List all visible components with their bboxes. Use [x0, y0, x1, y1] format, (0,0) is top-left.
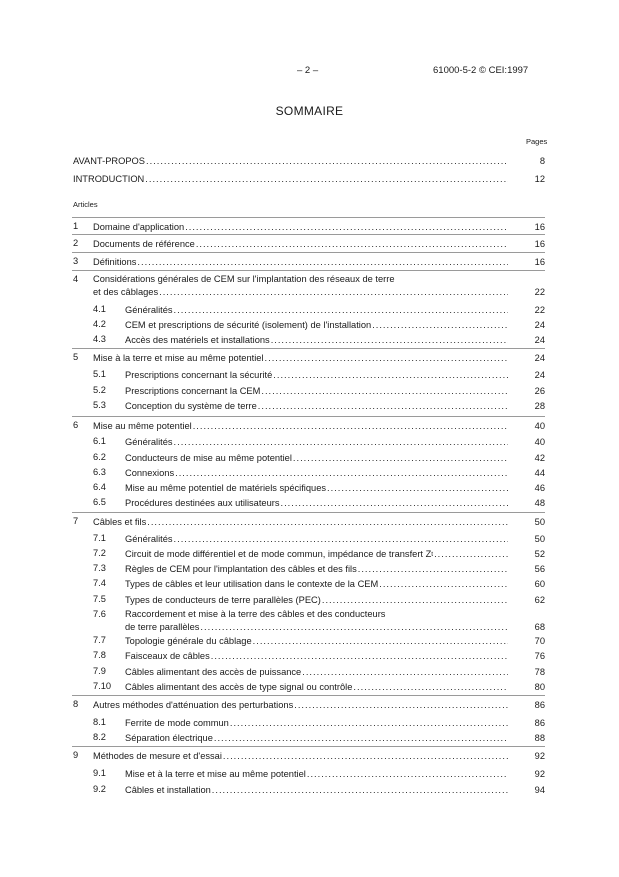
- toc-entry-page: 22: [534, 305, 545, 315]
- toc-entry[interactable]: [125, 594, 545, 607]
- leader-dots: [212, 784, 508, 797]
- toc-entry-label: Généralités: [125, 305, 173, 315]
- toc-entry-label: Topologie générale du câblage: [125, 636, 252, 646]
- toc-entry-number: 6.3: [93, 467, 106, 477]
- toc-entry-number: 7.1: [93, 533, 106, 543]
- leader-dots: [211, 650, 508, 663]
- toc-entry-page: 8: [539, 156, 545, 166]
- toc-entry-number: 9: [73, 750, 79, 760]
- toc-entry-label-line1: Raccordement et mise à la terre des câbles et des conducteurs: [125, 609, 386, 619]
- toc-entry-number: 7.9: [93, 666, 106, 676]
- toc-entry-page: 26: [534, 386, 545, 396]
- leader-dots: [145, 173, 508, 186]
- leader-dots: [265, 352, 508, 365]
- toc-entry-number: 6.4: [93, 482, 106, 492]
- toc-entry-number: 5: [73, 352, 79, 362]
- toc-entry-number: 8: [73, 699, 79, 709]
- toc-entry-page: 92: [534, 769, 545, 779]
- toc-entry-label: Mise à la terre et mise au même potentiel: [93, 353, 264, 363]
- leader-dots: [434, 548, 508, 561]
- toc-entry-label: Câbles et installation: [125, 785, 211, 795]
- toc-entry-page: 60: [534, 579, 545, 589]
- toc-entry-label: Circuit de mode différentiel et de mode commun, impédance de transfert Z: [125, 549, 432, 559]
- leader-dots: [174, 304, 508, 317]
- leader-dots: [302, 666, 508, 679]
- toc-entry[interactable]: [125, 369, 545, 382]
- leader-dots: [261, 385, 508, 398]
- toc-entry-page: 16: [534, 257, 545, 267]
- toc-entry-label: Autres méthodes d'atténuation des perturbations: [93, 700, 294, 710]
- toc-entry-label: Séparation électrique: [125, 733, 213, 743]
- toc-entry[interactable]: [93, 420, 545, 433]
- page-number-marker: – 2 –: [297, 65, 319, 76]
- section-divider: [72, 348, 545, 349]
- toc-entry-page: 24: [534, 320, 545, 330]
- toc-entry-number: 4.2: [93, 319, 106, 329]
- toc-entry-subscript: t: [431, 551, 434, 558]
- section-divider: [72, 746, 545, 747]
- toc-entry[interactable]: [125, 452, 545, 465]
- toc-entry[interactable]: [125, 563, 545, 576]
- section-divider: [72, 270, 545, 271]
- toc-entry-label: CEM et prescriptions de sécurité (isolement) de l'installation: [125, 320, 372, 330]
- leader-dots: [146, 155, 508, 168]
- toc-entry[interactable]: [125, 385, 545, 398]
- toc-entry[interactable]: [125, 578, 545, 591]
- toc-entry-label: Câbles et fils: [93, 517, 147, 527]
- toc-entry[interactable]: [93, 750, 545, 763]
- toc-entry-number: 7.2: [93, 548, 106, 558]
- toc-entry-page: 86: [534, 718, 545, 728]
- toc-entry-label: Généralités: [125, 437, 173, 447]
- toc-entry[interactable]: [125, 304, 545, 317]
- toc-entry-page: 28: [534, 401, 545, 411]
- toc-entry-label: Câbles alimentant des accès de puissance: [125, 667, 302, 677]
- leader-dots: [200, 621, 508, 634]
- toc-entry-label: Faisceaux de câbles: [125, 651, 210, 661]
- page-title: SOMMAIRE: [275, 104, 344, 118]
- leader-dots: [281, 497, 508, 510]
- leader-dots: [214, 732, 508, 745]
- toc-entry-number: 9.2: [93, 784, 106, 794]
- toc-entry-label: Domaine d'application: [93, 222, 185, 232]
- leader-dots: [159, 286, 508, 299]
- toc-entry-number: 6.1: [93, 436, 106, 446]
- toc-entry-page: 12: [534, 174, 545, 184]
- leader-dots: [174, 533, 508, 546]
- section-divider: [72, 416, 545, 417]
- toc-entry-page: 68: [534, 622, 545, 632]
- toc-entry[interactable]: [125, 497, 545, 510]
- toc-entry-number: 8.2: [93, 732, 106, 742]
- toc-entry-label: Prescriptions concernant la CEM: [125, 386, 261, 396]
- toc-entry-number: 1: [73, 221, 79, 231]
- toc-entry[interactable]: [125, 482, 545, 495]
- toc-entry-number: 5.2: [93, 385, 106, 395]
- leader-dots: [358, 563, 508, 576]
- toc-entry[interactable]: [125, 768, 545, 781]
- toc-entry[interactable]: [93, 352, 545, 365]
- toc-entry-page: 46: [534, 483, 545, 493]
- toc-entry-page: 16: [534, 239, 545, 249]
- leader-dots: [137, 256, 508, 269]
- toc-entry[interactable]: [93, 221, 545, 234]
- toc-entry-page: 62: [534, 595, 545, 605]
- toc-entry-label: Accès des matériels et installations: [125, 335, 270, 345]
- toc-entry-label: Conducteurs de mise au même potentiel: [125, 453, 292, 463]
- leader-dots: [379, 578, 508, 591]
- toc-entry-label-line1: Considérations générales de CEM sur l'implantation des réseaux de terre: [93, 274, 395, 284]
- toc-entry-label: Méthodes de mesure et d'essai: [93, 751, 222, 761]
- toc-entry-page: 92: [534, 751, 545, 761]
- toc-entry-label: Documents de référence: [93, 239, 195, 249]
- toc-entry-label: Mise au même potentiel de matériels spécifiques: [125, 483, 327, 493]
- toc-entry[interactable]: [125, 784, 545, 797]
- toc-entry[interactable]: [125, 533, 545, 546]
- toc-entry[interactable]: [93, 286, 545, 299]
- toc-entry-number: 2: [73, 238, 79, 248]
- leader-dots: [294, 699, 508, 712]
- toc-entry-number: 7.3: [93, 563, 106, 573]
- leader-dots: [147, 516, 508, 529]
- toc-entry-page: 76: [534, 651, 545, 661]
- articles-label: Articles: [73, 200, 98, 209]
- leader-dots: [185, 221, 508, 234]
- toc-entry-page: 86: [534, 700, 545, 710]
- toc-entry-page: 24: [534, 370, 545, 380]
- leader-dots: [273, 369, 508, 382]
- toc-entry[interactable]: [125, 319, 545, 332]
- toc-entry-label: Procédures destinées aux utilisateurs: [125, 498, 280, 508]
- toc-entry-avant-propos[interactable]: [73, 155, 545, 168]
- toc-entry[interactable]: [125, 717, 545, 730]
- toc-entry-number: 8.1: [93, 717, 106, 727]
- toc-entry-label: et des câblages: [93, 287, 159, 297]
- toc-entry-number: 6.2: [93, 452, 106, 462]
- toc-entry-number: 4.3: [93, 334, 106, 344]
- leader-dots: [230, 717, 508, 730]
- toc-entry[interactable]: [93, 516, 545, 529]
- toc-entry-page: 52: [534, 549, 545, 559]
- toc-entry-number: 6: [73, 420, 79, 430]
- toc-entry-label: Règles de CEM pour l'implantation des câbles et des fils: [125, 564, 357, 574]
- section-divider: [72, 234, 545, 235]
- toc-entry-label: INTRODUCTION: [73, 174, 145, 184]
- toc-entry-number: 7.8: [93, 650, 106, 660]
- toc-entry-label: Prescriptions concernant la sécurité: [125, 370, 273, 380]
- section-divider: [72, 252, 545, 253]
- toc-entry-number: 3: [73, 256, 79, 266]
- toc-entry-label: Connexions: [125, 468, 175, 478]
- toc-entry-page: 88: [534, 733, 545, 743]
- toc-entry[interactable]: [93, 256, 545, 269]
- toc-entry[interactable]: [125, 681, 545, 694]
- toc-entry-page: 16: [534, 222, 545, 232]
- toc-entry-number: 7: [73, 516, 79, 526]
- toc-entry-page: 40: [534, 437, 545, 447]
- toc-entry-number: 7.5: [93, 594, 106, 604]
- toc-entry-label: Conception du système de terre: [125, 401, 257, 411]
- toc-entry-label: Types de câbles et leur utilisation dans le contexte de la CEM: [125, 579, 379, 589]
- toc-entry[interactable]: [125, 650, 545, 663]
- leader-dots: [253, 635, 508, 648]
- toc-entry-page: 24: [534, 335, 545, 345]
- document-reference: 61000-5-2 © CEI:1997: [433, 65, 529, 76]
- toc-entry-page: 22: [534, 287, 545, 297]
- toc-entry-page: 50: [534, 534, 545, 544]
- toc-entry-number: 7.4: [93, 578, 106, 588]
- leader-dots: [174, 436, 508, 449]
- toc-entry-label: Généralités: [125, 534, 173, 544]
- toc-entry-number: 5.3: [93, 400, 106, 410]
- section-divider: [72, 217, 545, 218]
- leader-dots: [293, 452, 508, 465]
- toc-entry-number: 9.1: [93, 768, 106, 778]
- toc-entry-number: 4: [73, 274, 79, 284]
- toc-entry-label: Mise au même potentiel: [93, 421, 192, 431]
- toc-entry-label: Mise et à la terre et mise au même potentiel: [125, 769, 306, 779]
- toc-entry-page: 78: [534, 667, 545, 677]
- toc-entry-number: 7.6: [93, 609, 106, 619]
- toc-entry-number: 7.10: [93, 681, 112, 691]
- leader-dots: [193, 420, 508, 433]
- section-divider: [72, 512, 545, 513]
- toc-entry[interactable]: [125, 400, 545, 413]
- toc-entry[interactable]: [125, 732, 545, 745]
- leader-dots: [271, 334, 508, 347]
- toc-entry-label: Ferrite de mode commun: [125, 718, 229, 728]
- toc-entry-label: de terre parallèles: [125, 622, 200, 632]
- toc-entry-number: 6.5: [93, 497, 106, 507]
- leader-dots: [322, 594, 508, 607]
- toc-entry[interactable]: [93, 699, 545, 712]
- toc-entry[interactable]: [125, 635, 545, 648]
- toc-entry-label: AVANT-PROPOS: [73, 156, 145, 166]
- pages-column-label: Pages: [526, 137, 548, 146]
- toc-entry-page: 56: [534, 564, 545, 574]
- toc-entry[interactable]: [125, 621, 545, 634]
- leader-dots: [307, 768, 508, 781]
- section-divider: [72, 695, 545, 696]
- toc-entry-page: 24: [534, 353, 545, 363]
- leader-dots: [372, 319, 508, 332]
- toc-entry-page: 40: [534, 421, 545, 431]
- toc-entry-number: 7.7: [93, 635, 106, 645]
- toc-entry-page: 80: [534, 682, 545, 692]
- toc-entry-label: Types de conducteurs de terre parallèles (PEC): [125, 595, 321, 605]
- leader-dots: [175, 467, 508, 480]
- toc-entry-introduction[interactable]: [73, 173, 545, 186]
- toc-entry-page: 50: [534, 517, 545, 527]
- toc-entry-page: 94: [534, 785, 545, 795]
- toc-entry[interactable]: [125, 666, 545, 679]
- toc-entry-number: 5.1: [93, 369, 106, 379]
- toc-entry-label: Définitions: [93, 257, 137, 267]
- leader-dots: [223, 750, 508, 763]
- toc-entry-label: Câbles alimentant des accès de type signal ou contrôle: [125, 682, 353, 692]
- toc-entry[interactable]: [125, 334, 545, 347]
- toc-entry[interactable]: [125, 436, 545, 449]
- toc-entry-number: 4.1: [93, 304, 106, 314]
- toc-entry[interactable]: [93, 238, 545, 251]
- leader-dots: [353, 681, 508, 694]
- leader-dots: [327, 482, 508, 495]
- toc-entry-page: 44: [534, 468, 545, 478]
- toc-entry-page: 70: [534, 636, 545, 646]
- toc-entry[interactable]: [125, 548, 545, 561]
- toc-entry[interactable]: [125, 467, 545, 480]
- leader-dots: [196, 238, 508, 251]
- leader-dots: [258, 400, 508, 413]
- toc-entry-page: 42: [534, 453, 545, 463]
- toc-entry-page: 48: [534, 498, 545, 508]
